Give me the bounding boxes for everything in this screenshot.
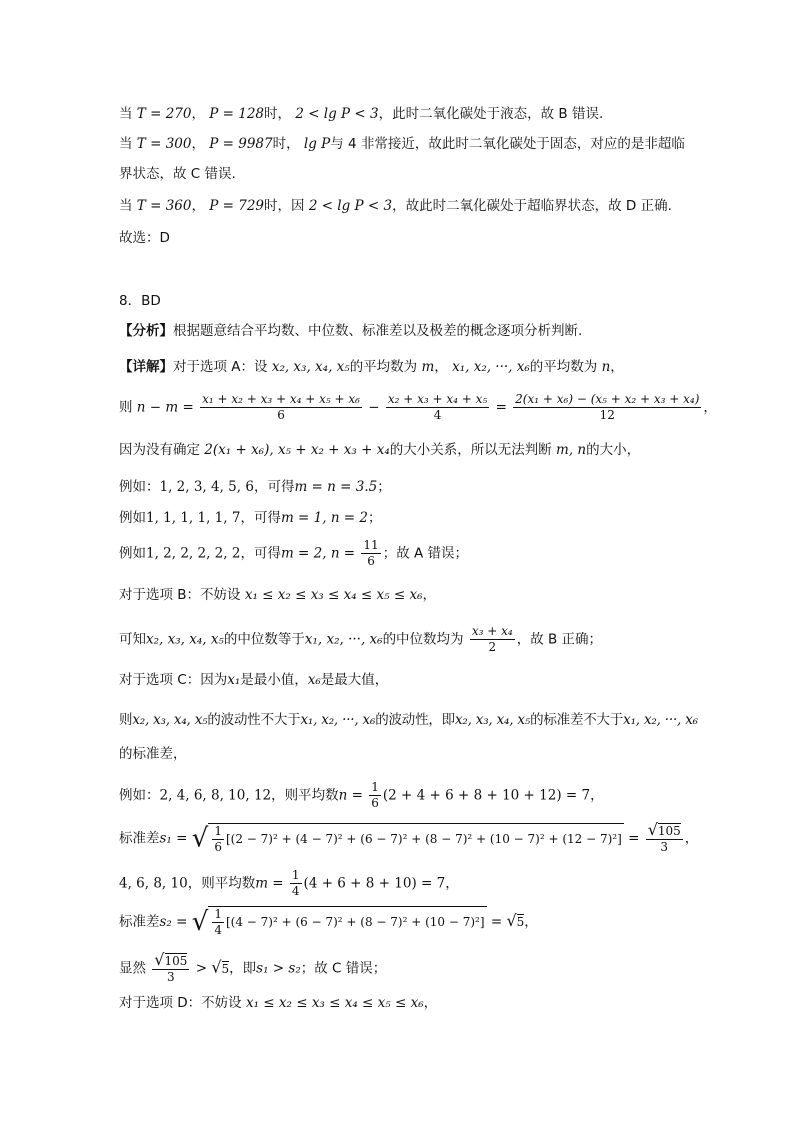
math: n − m = — [136, 399, 194, 416]
text: ， — [191, 106, 205, 122]
text: 是最大值， — [320, 672, 389, 688]
text: ，此时二氧化碳处于液态，故 B 错误. — [378, 106, 604, 122]
denominator: 4 — [291, 884, 300, 898]
sqrt-sign: √ — [647, 820, 658, 839]
text: ；故 C 错误； — [300, 960, 387, 977]
text: 的标准差不大于 — [530, 712, 624, 728]
math: lg P — [303, 136, 331, 152]
text: 当 — [119, 198, 133, 214]
text: 当 — [119, 106, 133, 122]
numerator: x₂ + x₃ + x₄ + x₅ — [387, 392, 488, 406]
text-line — [119, 164, 236, 184]
math: x₁ — [227, 672, 241, 688]
fraction — [290, 868, 302, 899]
denominator: 6 — [277, 408, 285, 422]
text: ， — [434, 359, 448, 375]
text: 标准差 — [119, 830, 160, 847]
math: m = n = 3.5 — [294, 479, 378, 495]
denominator: 4 — [433, 408, 442, 422]
math: x₁ ≤ x₂ ≤ x₃ ≤ x₄ ≤ x₅ ≤ x₆ — [245, 995, 424, 1011]
text: 时， — [264, 106, 292, 122]
math: T = 360 — [136, 198, 192, 214]
text: 的大小， — [586, 442, 641, 458]
math: x₂, x₃, x₄, x₅ — [132, 712, 208, 728]
text: 则 — [119, 712, 133, 728]
radicand: 105 — [164, 954, 188, 968]
text-line — [119, 868, 459, 899]
math: 2 < lg P < 3 — [308, 198, 393, 214]
radicand — [208, 906, 486, 938]
text: 界状态，故 C 错误. — [119, 166, 236, 182]
text-line — [119, 134, 685, 154]
text: 是最小值， — [240, 672, 308, 688]
math: x₂, x₃, x₄, x₅ — [455, 712, 531, 728]
math: = — [628, 830, 640, 847]
question-number — [119, 291, 161, 311]
text-line — [119, 538, 468, 569]
math: 2(x₁ + x₆), x₅ + x₂ + x₃ + x₄ — [204, 442, 390, 458]
denominator: 3 — [660, 840, 669, 854]
text: ， — [191, 198, 205, 214]
fraction — [646, 822, 683, 855]
fraction — [212, 824, 224, 855]
text-line — [119, 585, 436, 605]
text: ，则平均数 — [271, 787, 339, 804]
math: 1, 2, 3, 4, 5, 6 — [159, 479, 254, 495]
text: 故选：D — [119, 230, 170, 246]
text: ， — [445, 875, 459, 892]
math: m = — [255, 875, 284, 892]
math: x₂, x₃, x₄, x₅ — [271, 359, 350, 375]
text: 例如： — [119, 787, 160, 804]
text: 的波动性，即 — [375, 712, 455, 728]
sqrt-sign: √ — [191, 907, 209, 937]
text: 的标准差， — [119, 746, 187, 762]
math: 2, 4, 6, 8, 10, 12 — [159, 787, 272, 804]
text: 的平均数为 — [529, 359, 598, 375]
text-line — [119, 952, 386, 985]
text-line — [119, 508, 382, 528]
text: ， — [422, 587, 436, 603]
text: ；故 A 错误； — [382, 545, 469, 562]
numerator: x₁ + x₂ + x₃ + x₄ + x₅ + x₆ — [202, 392, 360, 406]
text-line — [119, 228, 170, 248]
equation-line — [119, 392, 717, 423]
equation-line — [119, 822, 698, 855]
text: 对于选项 A：设 — [173, 359, 268, 375]
numerator: 1 — [291, 868, 300, 882]
text: 例如： — [119, 479, 160, 495]
denominator: 6 — [214, 839, 222, 854]
text: ， — [524, 914, 538, 930]
math: 1, 1, 1, 1, 1, 7 — [146, 510, 241, 526]
denominator: 6 — [371, 796, 379, 810]
math: T = 270 — [136, 106, 192, 122]
text-line — [119, 477, 391, 497]
analysis-tag: 【分析】 — [119, 323, 173, 339]
text: 的中位数等于 — [223, 631, 305, 648]
text-line — [119, 624, 602, 655]
math: (2 + 4 + 6 + 8 + 10 + 12) = 7 — [382, 787, 591, 804]
sqrt-sign: √ — [191, 823, 209, 854]
equation-line — [119, 906, 538, 938]
text: ，即 — [229, 960, 257, 977]
text: ，可得 — [240, 510, 281, 526]
text: ， — [590, 787, 604, 804]
math: (4 + 6 + 8 + 10) = 7 — [303, 875, 446, 892]
math: T = 300 — [136, 136, 192, 152]
math: s₁ = — [159, 830, 188, 847]
math: m = 2, n = — [280, 545, 356, 562]
text: 对于选项 C：因为 — [119, 672, 228, 688]
fraction — [200, 392, 362, 423]
math: s₁ > s₂ — [256, 960, 301, 977]
numerator: 11 — [363, 538, 379, 552]
math: [(2 − 7)² + (4 − 7)² + (6 − 7)² + (8 − 7)² + (10 − 7)² + (12 − 7)²] — [225, 831, 622, 846]
math: = — [490, 914, 503, 930]
math: x₁, x₂, ···, x₆ — [452, 359, 530, 375]
text: 则 — [119, 399, 133, 416]
denominator: 3 — [167, 970, 175, 984]
math: x₁, x₂, ···, x₆ — [304, 631, 383, 648]
text: 例如 — [119, 545, 146, 562]
text: ，则平均数 — [187, 875, 256, 892]
math: 4, 6, 8, 10 — [119, 875, 188, 892]
math: P = 128 — [209, 106, 265, 122]
sqrt-sign: √ — [154, 950, 165, 969]
fraction — [152, 952, 189, 985]
text-line — [119, 104, 603, 124]
radicand: 5 — [221, 961, 230, 976]
text: ； — [368, 510, 382, 526]
denominator: 2 — [488, 640, 497, 654]
analysis-line — [119, 321, 582, 341]
math: m = 1, n = 2 — [280, 510, 368, 526]
text: 标准差 — [119, 914, 160, 930]
math: = — [495, 399, 507, 416]
math: n = — [338, 787, 363, 804]
text: ，故 B 正确； — [516, 631, 603, 648]
text: 对于选项 D：不妨设 — [119, 995, 242, 1011]
text: ， — [703, 399, 717, 416]
text: 的大小关系，所以无法判断 — [389, 442, 552, 458]
text: 根据题意结合平均数、中位数、标准差以及极差的概念逐项分析判断. — [173, 323, 583, 339]
text-line — [119, 744, 187, 764]
text: 的中位数均为 — [382, 631, 464, 648]
math: s₂ = — [159, 914, 188, 930]
math: n — [601, 359, 611, 375]
text: ； — [377, 479, 391, 495]
numerator: 1 — [214, 823, 222, 838]
fraction — [369, 780, 381, 811]
math: [(4 − 7)² + (6 − 7)² + (8 − 7)² + (10 − 7)²] — [225, 915, 485, 929]
text: ，故此时二氧化碳处于超临界状态，故 D 正确. — [392, 198, 672, 214]
sqrt-sign: √ — [211, 957, 222, 977]
detail-line — [119, 357, 624, 377]
text: ， — [191, 136, 205, 152]
math: 2 < lg P < 3 — [295, 106, 379, 122]
text: ，可得 — [253, 479, 295, 495]
math: x₂, x₃, x₄, x₅ — [146, 631, 224, 648]
math: − — [368, 399, 380, 416]
radicand: 105 — [657, 824, 681, 838]
math: x₁ ≤ x₂ ≤ x₃ ≤ x₄ ≤ x₅ ≤ x₆ — [244, 587, 423, 603]
text: 显然 — [119, 960, 146, 977]
radicand — [208, 823, 623, 855]
radicand: 5 — [516, 915, 525, 929]
text: 的波动性不大于 — [207, 712, 301, 728]
text: 时， — [272, 136, 300, 152]
text-line — [119, 780, 604, 811]
math: x₁, x₂, ···, x₆ — [623, 712, 698, 728]
denominator: 4 — [214, 923, 222, 937]
fraction — [361, 538, 380, 569]
math: x₁, x₂, ···, x₆ — [300, 712, 376, 728]
math: 1, 2, 2, 2, 2, 2 — [146, 545, 241, 562]
fraction — [212, 907, 224, 938]
text-line — [119, 710, 698, 730]
text-line — [119, 196, 672, 216]
text: 与 4 非常接近，故此时二氧化碳处于固态，对应的是非超临 — [330, 136, 685, 152]
math: m — [421, 359, 435, 375]
numerator: x₃ + x₄ — [471, 624, 513, 638]
text: 的平均数为 — [349, 359, 418, 375]
text: 例如 — [119, 510, 146, 526]
numerator: 1 — [214, 907, 222, 921]
fraction — [470, 624, 515, 655]
numerator: 1 — [371, 780, 379, 794]
text-line — [119, 440, 640, 460]
text: ， — [423, 995, 438, 1011]
text: ，可得 — [240, 545, 281, 562]
text: 8．BD — [119, 293, 161, 309]
text-line — [119, 993, 437, 1013]
text: 当 — [119, 136, 133, 152]
text: ， — [610, 359, 624, 375]
text: 可知 — [119, 631, 146, 648]
numerator: 2(x₁ + x₆) − (x₅ + x₂ + x₃ + x₄) — [515, 392, 700, 406]
text: 因为没有确定 — [119, 442, 200, 458]
sqrt-sign: √ — [506, 911, 517, 930]
math: m, n — [556, 442, 587, 458]
text: 时，因 — [264, 198, 305, 214]
fraction — [513, 392, 701, 423]
denominator: 6 — [367, 554, 375, 568]
math: P = 729 — [209, 198, 265, 214]
math: x₆ — [307, 672, 321, 688]
math: > — [195, 960, 208, 977]
fraction — [386, 392, 489, 423]
denominator: 12 — [599, 408, 615, 422]
text: 对于选项 B：不妨设 — [119, 587, 241, 603]
math: P = 9987 — [209, 136, 273, 152]
detail-tag: 【详解】 — [119, 359, 173, 375]
text: ， — [684, 830, 699, 847]
text-line — [119, 670, 388, 690]
